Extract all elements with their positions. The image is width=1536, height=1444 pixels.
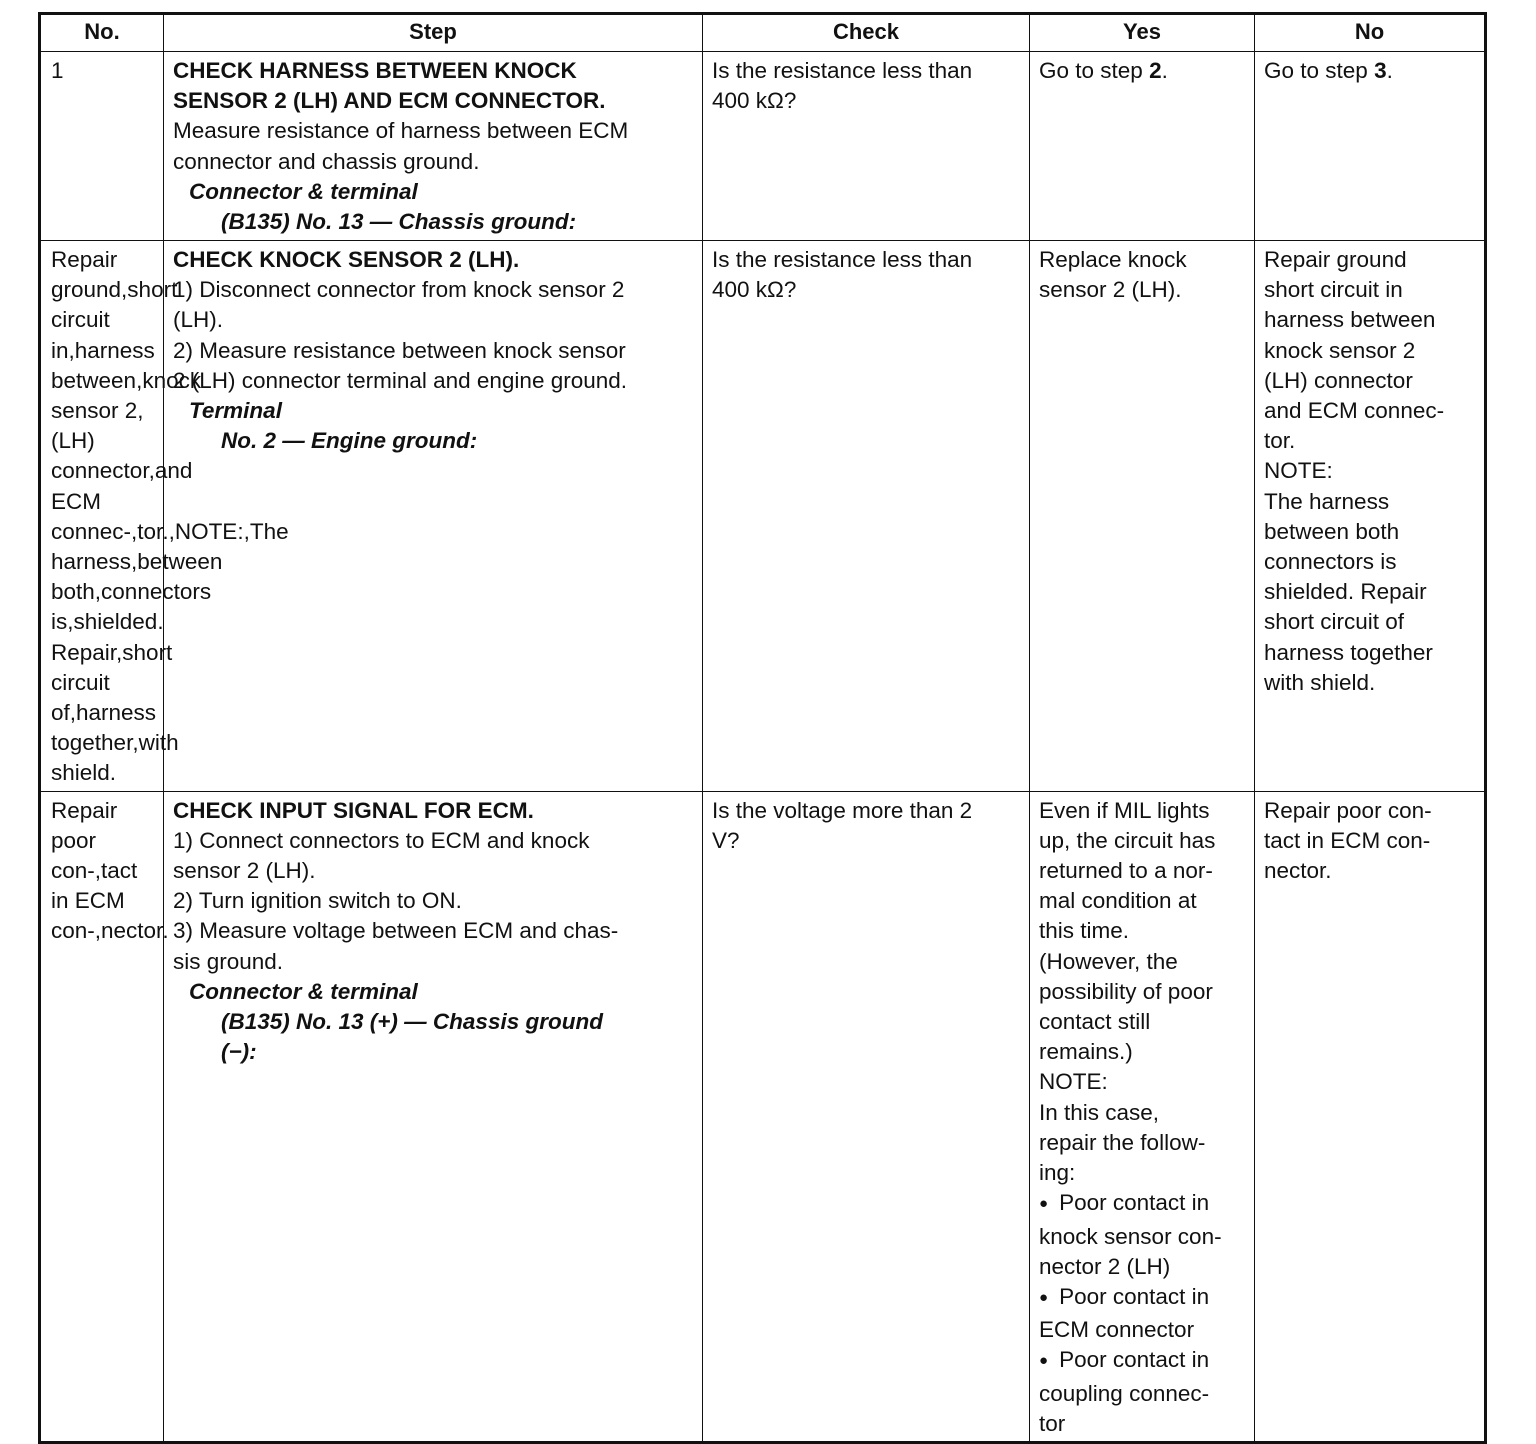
header-yes: Yes	[1030, 14, 1255, 52]
step-label: Connector & terminal	[189, 978, 418, 1004]
step-value: (B135) No. 13 — Chassis ground:	[221, 209, 577, 235]
step-cell	[164, 241, 703, 792]
no-text: between both	[1264, 518, 1400, 544]
check-text: Is the voltage more than 2	[712, 797, 973, 823]
yes-text: remains.)	[1039, 1039, 1133, 1065]
yes-text: In this case,	[1039, 1099, 1160, 1125]
no-text: nector.	[1264, 858, 1332, 884]
table-row	[40, 241, 1486, 792]
no-text: harness between	[1264, 307, 1436, 333]
no-text: Repair ground	[1264, 247, 1407, 272]
row-number: Repair ground,short circuit in,harness between,knock sensor 2,(LH) connector,and ECM connec-,tor.,NOTE:,The harness,between both,connectors is,shielded. Repair,short circuit of,harness together,with shield.	[40, 241, 164, 792]
yes-text: up, the circuit has	[1039, 827, 1216, 853]
no-text: NOTE:	[1264, 458, 1333, 484]
yes-text: repair the follow-	[1039, 1129, 1206, 1155]
yes-text: ing:	[1039, 1160, 1076, 1186]
no-text: tact in ECM con-	[1264, 827, 1431, 853]
header-no-col: No	[1255, 14, 1486, 52]
yes-text: contact still	[1039, 1009, 1151, 1035]
row-number: Repair poor con-,tact in ECM con-,nector.	[40, 791, 164, 1442]
no-text: knock sensor 2	[1264, 337, 1416, 363]
no-text: tor.	[1264, 428, 1296, 454]
yes-cell	[1030, 791, 1255, 1442]
yes-text: (However, the	[1039, 948, 1178, 974]
yes-text: returned to a nor-	[1039, 858, 1213, 884]
step-text: 1) Connect connectors to ECM and knock	[173, 827, 590, 853]
step-text: (LH).	[173, 307, 223, 333]
yes-text: Even if MIL lights	[1039, 797, 1210, 823]
check-cell	[703, 52, 1030, 241]
step-cell	[164, 791, 703, 1442]
yes-cell	[1030, 241, 1255, 792]
check-cell	[703, 791, 1030, 1442]
step-text: sensor 2 (LH).	[173, 858, 316, 884]
no-text: The harness	[1264, 488, 1390, 514]
yes-text: sensor 2 (LH).	[1039, 277, 1182, 303]
yes-text: NOTE:	[1039, 1069, 1108, 1095]
step-value: (−):	[221, 1039, 257, 1065]
check-text: V?	[712, 827, 740, 853]
step-title: SENSOR 2 (LH) AND ECM CONNECTOR.	[173, 88, 606, 114]
header-row	[40, 14, 1486, 52]
bullet-item: ● Poor contact in	[1039, 1345, 1245, 1378]
check-cell	[703, 241, 1030, 792]
step-label: Terminal	[189, 398, 282, 424]
yes-text: Go to step	[1039, 58, 1150, 83]
step-title: CHECK HARNESS BETWEEN KNOCK	[173, 58, 577, 83]
no-text: with shield.	[1264, 669, 1376, 695]
step-value: No. 2 — Engine ground:	[221, 428, 478, 454]
check-text: Is the resistance less than	[712, 58, 973, 83]
no-step-ref: 3	[1374, 58, 1387, 83]
row-number: 1	[40, 52, 164, 241]
no-text: (LH) connector	[1264, 367, 1413, 393]
header-step: Step	[164, 14, 703, 52]
yes-cell	[1030, 52, 1255, 241]
no-text: .	[1386, 58, 1393, 83]
check-text: 400 kΩ?	[712, 88, 797, 114]
bullet-item: ● Poor contact in	[1039, 1282, 1245, 1315]
no-text: connectors is	[1264, 549, 1397, 575]
bullet-item: ● Poor contact in	[1039, 1188, 1245, 1221]
no-cell	[1255, 52, 1486, 241]
table-row	[40, 52, 1486, 241]
header-check: Check	[703, 14, 1030, 52]
yes-text: mal condition at	[1039, 888, 1197, 914]
header-no: No.	[40, 14, 164, 52]
no-text: Go to step	[1264, 58, 1375, 83]
diagnostic-table	[38, 12, 1487, 1444]
step-text: 3) Measure voltage between ECM and chas-	[173, 918, 619, 944]
bullet-item-text: knock sensor con-	[1039, 1223, 1222, 1249]
step-text: 2) Turn ignition switch to ON.	[173, 888, 462, 914]
no-text: harness together	[1264, 639, 1433, 665]
step-title: CHECK INPUT SIGNAL FOR ECM.	[173, 797, 534, 823]
step-text: connector and chassis ground.	[173, 148, 480, 174]
bullet-item-text: ECM connector	[1039, 1317, 1195, 1343]
no-text: Repair poor con-	[1264, 797, 1432, 823]
step-text: 1) Disconnect connector from knock sensor 2	[173, 277, 625, 303]
yes-text: this time.	[1039, 918, 1130, 944]
step-text: 2) Measure resistance between knock sensor	[173, 337, 626, 363]
check-text: Is the resistance less than	[712, 247, 973, 272]
no-text: and ECM connec-	[1264, 398, 1445, 424]
diagnostic-table-sheet	[38, 12, 1484, 1444]
no-cell	[1255, 241, 1486, 792]
bullet-item-text: tor	[1039, 1410, 1066, 1436]
no-text: short circuit in	[1264, 277, 1403, 303]
yes-text: .	[1161, 58, 1168, 83]
no-text: shielded. Repair	[1264, 579, 1427, 605]
check-text: 400 kΩ?	[712, 277, 797, 303]
yes-text: Replace knock	[1039, 247, 1187, 272]
step-label: Connector & terminal	[189, 178, 418, 204]
bullet-item-text: nector 2 (LH)	[1039, 1253, 1171, 1279]
step-value: (B135) No. 13 (+) — Chassis ground	[221, 1009, 603, 1035]
yes-step-ref: 2	[1149, 58, 1162, 83]
step-text: sis ground.	[173, 948, 284, 974]
step-text: 2 (LH) connector terminal and engine ground.	[173, 367, 628, 393]
step-text: Measure resistance of harness between ECM	[173, 118, 629, 144]
no-text: short circuit of	[1264, 609, 1405, 635]
no-cell	[1255, 791, 1486, 1442]
yes-text: possibility of poor	[1039, 978, 1213, 1004]
step-cell	[164, 52, 703, 241]
bullet-item-text: coupling connec-	[1039, 1380, 1210, 1406]
table-row	[40, 791, 1486, 1442]
step-title: CHECK KNOCK SENSOR 2 (LH).	[173, 247, 520, 272]
